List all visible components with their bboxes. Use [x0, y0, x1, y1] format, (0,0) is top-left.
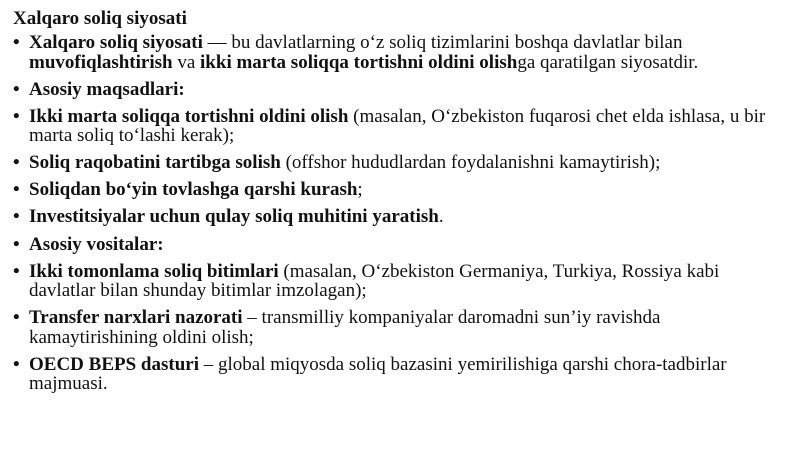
text: (masalan, O‘zbekiston fuqarosi chet elda ishlasa, u bir marta soliq to‘lashi kerak);: [29, 105, 766, 147]
bullet-definition: [13, 33, 786, 72]
bullet-goal-double-taxation: [13, 107, 786, 146]
term-bold: Xalqaro soliq siyosati: [29, 32, 203, 53]
term-bold: OECD BEPS dasturi: [29, 353, 199, 375]
section-heading: Asosiy maqsadlari:: [29, 78, 185, 100]
bullet-goals-heading: [13, 80, 786, 100]
bullet-tool-oecd-beps: [13, 355, 786, 394]
bullet-goal-investment: [13, 207, 786, 227]
term-bold: Investitsiyalar uchun qulay soliq muhitini yaratish: [29, 206, 439, 228]
text: – transmilliy kompaniyalar daromadni sun’iy ravishda kamaytirishining oldini olish;: [29, 307, 661, 348]
term-bold: muvofiqlashtirish: [29, 51, 173, 73]
text: ga qaratilgan siyosatdir.: [517, 51, 699, 73]
section-heading: Asosiy vositalar:: [29, 233, 164, 255]
term-bold: Ikki tomonlama soliq bitimlari: [29, 260, 279, 282]
term-bold: Transfer narxlari nazorati: [29, 307, 243, 329]
page-title: Xalqaro soliq siyosati: [13, 8, 187, 29]
term-bold: Soliq raqobatini tartibga solish: [29, 152, 281, 174]
text: — bu davlatlarning o‘z soliq tizimlarini boshqa davlatlar bilan: [202, 32, 683, 53]
bullet-tool-transfer-pricing: [13, 308, 786, 347]
bullet-tools-heading: [13, 235, 786, 255]
text: ;: [357, 179, 363, 201]
text: (offshor hududlardan foydalanishni kamaytirish);: [280, 152, 661, 174]
bullet-goal-tax-evasion: [13, 180, 786, 200]
text: va: [172, 51, 201, 73]
text: – global miqyosda soliq bazasini yemirilishiga qarshi chora-tadbirlar majmuasi.: [29, 353, 727, 395]
term-bold: Ikki marta soliqqa tortishni oldini olish: [29, 105, 349, 127]
term-bold: Soliqdan bo‘yin tovlashga qarshi kurash: [29, 179, 358, 201]
text: (masalan, O‘zbekiston Germaniya, Turkiya, Rossiya kabi davlatlar bilan shunday bitimlar imzolagan);: [29, 260, 720, 302]
text: .: [438, 206, 444, 228]
bullet-tool-treaties: [13, 262, 786, 301]
bullet-list: [13, 33, 786, 394]
term-bold: ikki marta soliqqa tortishni oldini olish: [200, 51, 518, 73]
bullet-goal-tax-competition: [13, 153, 786, 173]
